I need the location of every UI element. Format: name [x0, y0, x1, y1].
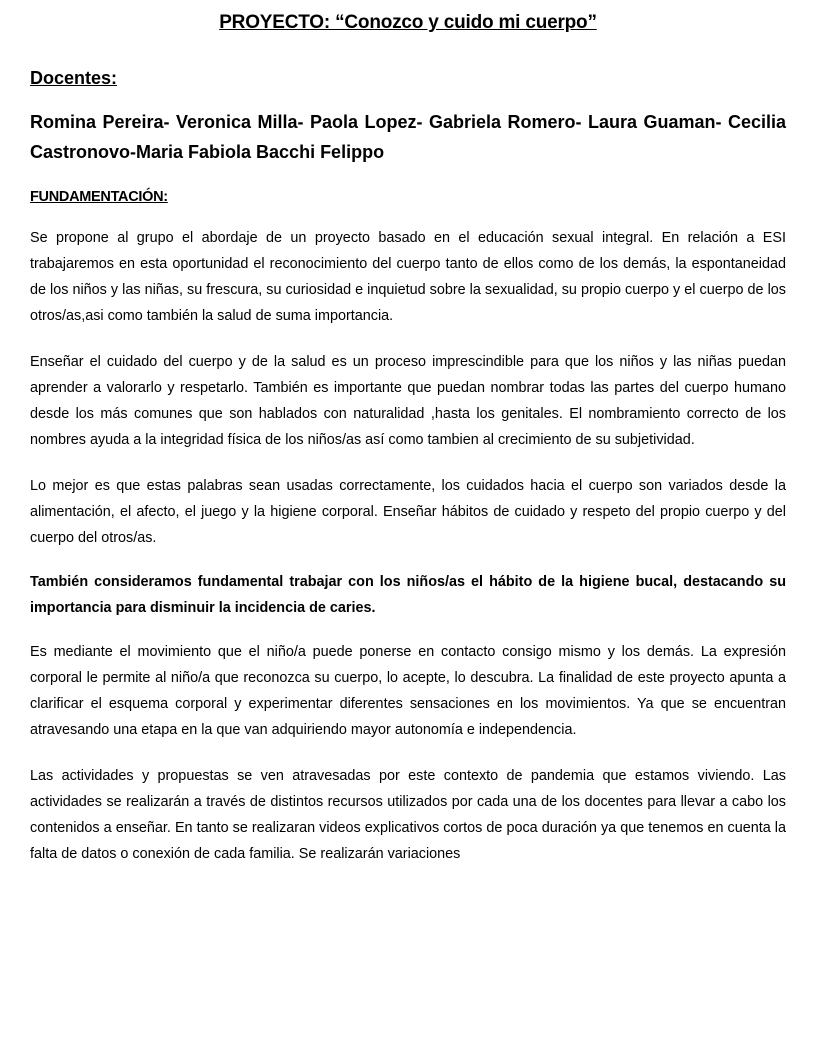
paragraph-1: Se propone al grupo el abordaje de un proyecto basado en el educación sexual integral. En relación a ESI trabajaremos en esta oportunidad el reconocimiento del cuerpo tanto de ellos como de los demás, la espontaneidad de los niños y las niñas, su frescura, su curiosidad e inquietud sobre la sexualidad, su propio cuerpo y el cuerpo de los otros/as,asi como también la salud de suma importancia. — [30, 230, 786, 324]
paragraph-4: También consideramos fundamental trabajar con los niños/as el hábito de la higiene bucal, destacando su importancia para disminuir la incidencia de caries. — [30, 574, 786, 616]
paragraph-2: Enseñar el cuidado del cuerpo y de la salud es un proceso imprescindible para que los niños y las niñas puedan aprender a valorarlo y respetarlo. También es importante que puedan nombrar todas las partes del cuerpo humano desde los más comunes que son hablados con naturalidad ,hasta los genitales. El nombramiento correcto de los nombres ayuda a la integridad física de los niños/as así como tambien al crecimiento de su subjetividad. — [30, 354, 786, 448]
authors-list: Romina Pereira- Veronica Milla- Paola Lopez- Gabriela Romero- Laura Guaman- Cecilia Castronovo-Maria Fabiola Bacchi Felippo — [30, 112, 786, 162]
document-title: PROYECTO: “Conozco y cuido mi cuerpo” — [219, 12, 597, 33]
section-title-fundamentacion: FUNDAMENTACIÓN: — [30, 189, 168, 205]
paragraph-5: Es mediante el movimiento que el niño/a puede ponerse en contacto consigo mismo y los demás. La expresión corporal le permite al niño/a que reconozca su cuerpo, lo acepte, lo descubra. La finalidad de este proyecto apunta a clarificar el esquema corporal y experimentar diferentes sensaciones en los movimientos. Ya que se encuentran atravesando una etapa en la que van adquiriendo mayor autonomía e independencia. — [30, 644, 786, 738]
paragraph-3: Lo mejor es que estas palabras sean usadas correctamente, los cuidados hacia el cuerpo son variados desde la alimentación, el afecto, el juego y la higiene corporal. Enseñar hábitos de cuidado y respeto del propio cuerpo y del cuerpo del otros/as. — [30, 478, 786, 546]
docentes-label: Docentes: — [30, 68, 118, 88]
paragraph-6: Las actividades y propuestas se ven atravesadas por este contexto de pandemia que estamos viviendo. Las actividades se realizarán a través de distintos recursos utilizados por cada una de los docentes para llevar a cabo los contenidos a enseñar. En tanto se realizaran videos explicativos cortos de poca duración ya que tenemos en cuenta la falta de datos o conexión de cada familia. Se realizarán variaciones — [30, 768, 786, 862]
